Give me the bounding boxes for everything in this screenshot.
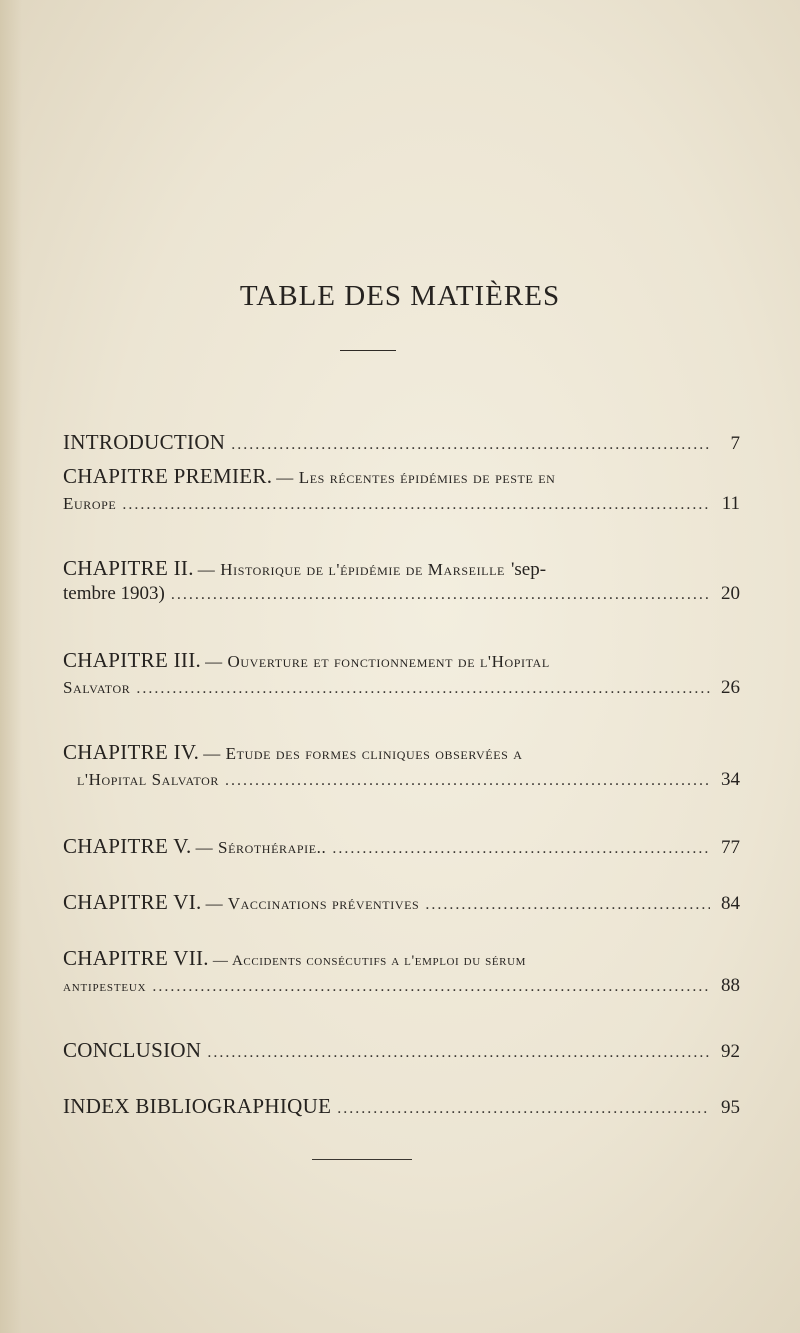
entry-page-number: 77 <box>721 837 740 858</box>
entry-heading: CHAPITRE VII. <box>63 946 209 970</box>
entry-heading: INTRODUCTION <box>63 430 226 454</box>
entry-heading: CHAPITRE VI. <box>63 890 202 914</box>
page-title: TABLE DES MATIÈRES <box>239 280 561 312</box>
entry-title-continuation: tembre 1903) <box>63 583 165 604</box>
toc-entry-chapitre-7 <box>63 946 740 997</box>
toc-entry-conclusion <box>63 1038 740 1063</box>
entry-title: — Historique de l'épidémie de Marseille <box>197 560 505 579</box>
entry-page-number: 7 <box>730 433 740 454</box>
dot-leader <box>337 1100 710 1118</box>
toc-entry-index <box>63 1094 740 1119</box>
entry-title: — Accidents consécutifs a l'emploi du sérum <box>212 953 527 969</box>
dot-leader <box>332 840 710 858</box>
dot-leader <box>152 978 710 996</box>
toc-entry-chapitre-3 <box>63 648 740 699</box>
entry-title: — Etude des formes cliniques observées a <box>203 744 523 763</box>
entry-heading: CONCLUSION <box>63 1038 202 1062</box>
entry-heading: CHAPITRE V. <box>63 834 192 858</box>
entry-title: — Vaccinations préventives <box>205 894 420 913</box>
entry-page-number: 34 <box>721 769 740 790</box>
toc-entry-chapitre-1 <box>63 464 740 515</box>
bottom-rule <box>312 1159 412 1160</box>
entry-heading: CHAPITRE PREMIER. <box>63 464 273 488</box>
entry-page-number: 95 <box>721 1097 740 1118</box>
toc-entry-chapitre-2 <box>63 556 740 605</box>
entry-page-number: 92 <box>721 1041 740 1062</box>
page-edge-shadow <box>0 0 22 1333</box>
toc-entry-chapitre-5 <box>63 834 740 859</box>
dot-leader <box>171 586 710 604</box>
dot-leader <box>207 1044 710 1062</box>
toc-entry-chapitre-6 <box>63 890 740 915</box>
dot-leader <box>136 680 710 698</box>
entry-heading: CHAPITRE IV. <box>63 740 200 764</box>
entry-title: — Sérothérapie.. <box>195 838 327 857</box>
toc-entry-chapitre-4 <box>63 740 740 791</box>
entry-title: — Ouverture et fonctionnement de l'Hopital <box>205 652 550 671</box>
entry-title-continuation: l'Hopital Salvator <box>77 770 220 789</box>
toc-entry-introduction <box>63 430 740 455</box>
entry-title-continuation: antipesteux <box>63 979 147 995</box>
dot-leader <box>225 772 710 790</box>
dot-leader <box>425 896 710 914</box>
entry-page-number: 20 <box>721 583 740 604</box>
dot-leader <box>231 436 710 454</box>
entry-heading: CHAPITRE III. <box>63 648 202 672</box>
entry-page-number: 84 <box>721 893 740 914</box>
entry-heading: CHAPITRE II. <box>63 556 194 580</box>
entry-title-continuation: Salvator <box>63 678 131 697</box>
entry-title-hyphenated: 'sep- <box>510 559 547 580</box>
entry-title-continuation: Europe <box>63 494 117 513</box>
entry-page-number: 11 <box>721 493 740 514</box>
entry-heading: INDEX BIBLIOGRAPHIQUE <box>63 1094 332 1118</box>
entry-page-number: 26 <box>721 677 740 698</box>
dot-leader <box>122 496 710 514</box>
entry-page-number: 88 <box>721 975 740 996</box>
title-rule <box>340 350 396 351</box>
entry-title: — Les récentes épidémies de peste en <box>276 468 556 487</box>
